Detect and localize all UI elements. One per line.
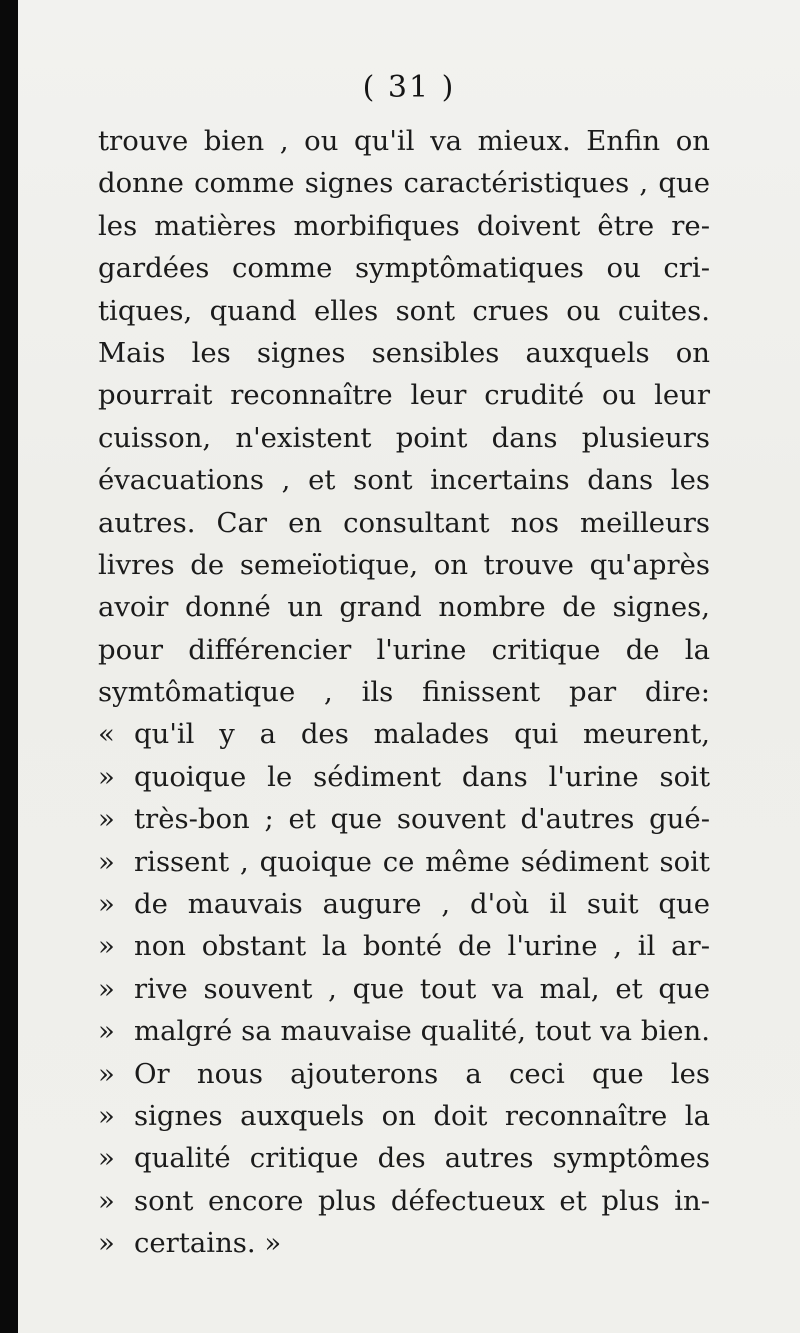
quote-mark: » [98,803,115,836]
text-line [98,205,710,247]
quote-mark: » [98,845,115,878]
line-text: qualité critique des autres symptômes [134,1142,710,1175]
text-line [98,1222,710,1264]
text-line [98,1137,710,1179]
text-line [98,671,710,713]
line-text: non obstant la bonté de l'urine , il ar- [134,930,710,963]
text-line [98,1180,710,1222]
text-line [98,374,710,416]
text-line [98,798,710,840]
quote-mark: » [98,930,115,963]
line-text: donne comme signes caractéristiques , que [98,167,710,200]
line-text: tiques, quand elles sont crues ou cuites. [98,294,710,327]
line-text: pourrait reconnaître leur crudité ou leur [98,379,710,412]
line-text: avoir donné un grand nombre de signes, [98,591,710,624]
line-text: Or nous ajouterons a ceci que les [134,1057,710,1090]
line-text: autres. Car en consultant nos meilleurs [98,506,710,539]
line-text: sont encore plus défectueux et plus in- [134,1184,710,1217]
line-text: certains. » [134,1227,282,1260]
text-line [98,883,710,925]
text-line [98,162,710,204]
text-line [98,1053,710,1095]
line-text: pour différencier l'urine critique de la [98,633,710,666]
text-line [98,459,710,501]
line-text: malgré sa mauvaise qualité, tout va bien. [134,1015,710,1048]
quote-mark: » [98,1184,115,1217]
quote-mark: « [98,718,115,751]
text-line [98,586,710,628]
text-line [98,417,710,459]
line-text: livres de semeïotique, on trouve qu'après [98,548,710,581]
line-text: signes auxquels on doit reconnaître la [134,1099,710,1132]
quote-mark: » [98,1142,115,1175]
line-text: symtômatique , ils finissent par dire: [98,676,710,709]
quote-mark: » [98,760,115,793]
quote-mark: » [98,1015,115,1048]
book-page [18,0,800,1333]
line-text: cuisson, n'existent point dans plusieurs [98,421,710,454]
text-line [98,502,710,544]
text-line [98,332,710,374]
text-line [98,544,710,586]
page-number: ( 31 ) [362,70,456,105]
text-line [98,713,710,755]
quote-mark: » [98,1099,115,1132]
text-line [98,120,710,162]
text-line [98,290,710,332]
line-text: rissent , quoique ce même sédiment soit [134,845,710,878]
line-text: quoique le sédiment dans l'urine soit [134,760,710,793]
line-text: les matières morbifiques doivent être re- [98,209,710,242]
text-line [98,1010,710,1052]
text-line [98,629,710,671]
text-line [98,756,710,798]
text-line [98,968,710,1010]
body-text [98,120,710,1265]
line-text: de mauvais augure , d'où il suit que [134,888,710,921]
text-line [98,247,710,289]
text-line [98,841,710,883]
text-line [98,925,710,967]
quote-mark: » [98,972,115,1005]
quote-mark: » [98,888,115,921]
quote-mark: » [98,1057,115,1090]
line-text: qu'il y a des malades qui meurent, [134,718,710,751]
line-text: Mais les signes sensibles auxquels on [98,336,710,369]
line-text: rive souvent , que tout va mal, et que [134,972,710,1005]
text-line [98,1095,710,1137]
line-text: très-bon ; et que souvent d'autres gué- [134,803,710,836]
quote-mark: » [98,1227,115,1260]
line-text: trouve bien , ou qu'il va mieux. Enfin on [98,125,710,157]
line-text: évacuations , et sont incertains dans les [98,464,710,497]
line-text: gardées comme symptômatiques ou cri- [98,252,710,285]
